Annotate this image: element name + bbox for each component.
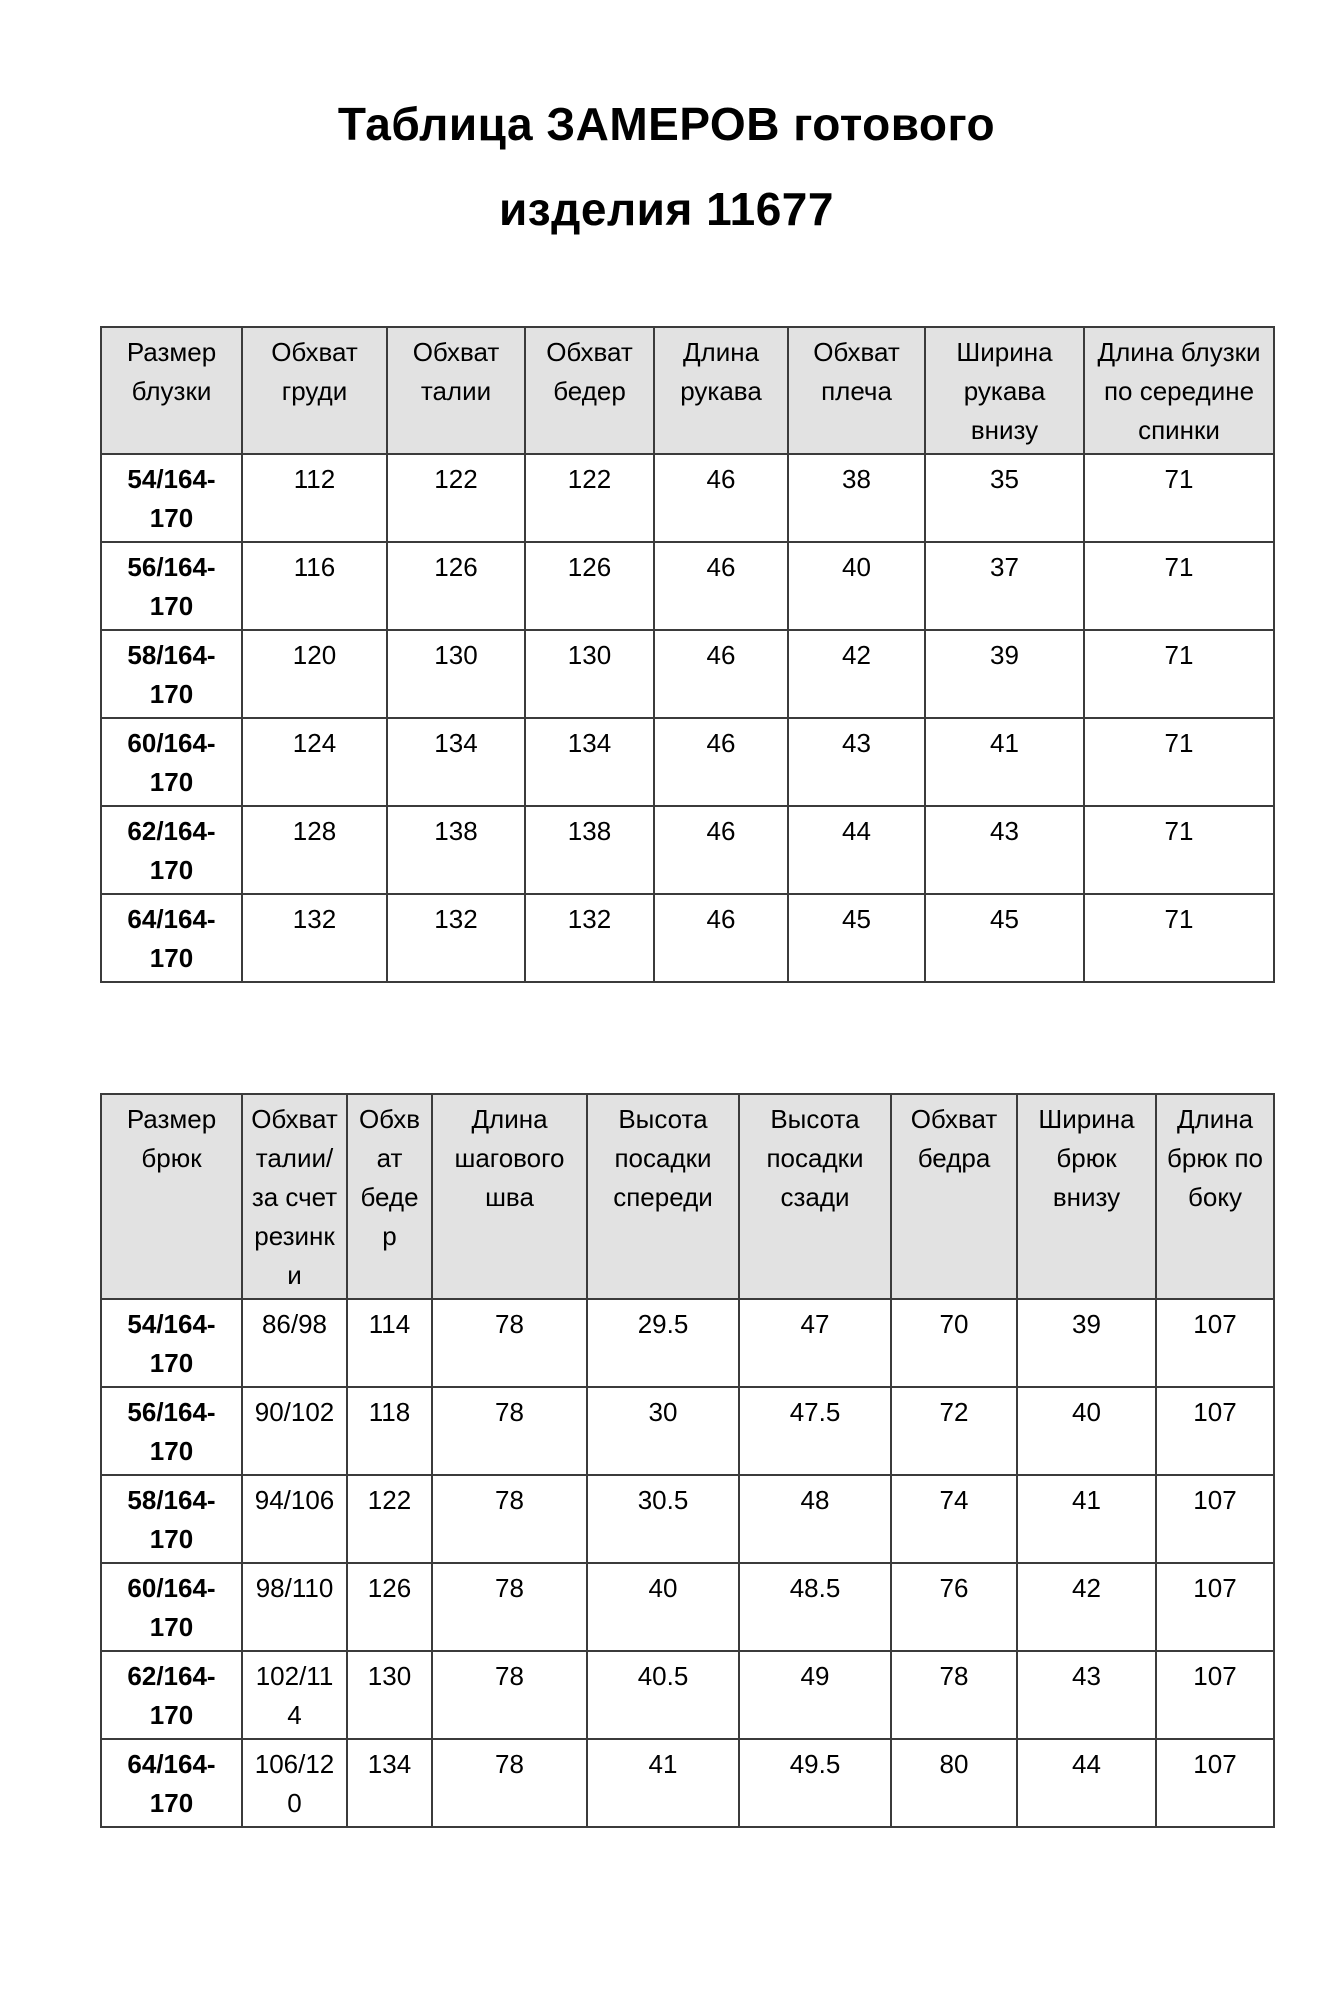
cell-value: 40 — [788, 542, 925, 630]
cell-value: 78 — [432, 1475, 587, 1563]
page-title-line-2: изделия 11677 — [499, 183, 834, 236]
cell-value: 46 — [654, 630, 788, 718]
cell-value: 42 — [788, 630, 925, 718]
cell-value: 106/120 — [242, 1739, 347, 1827]
column-header: Обхват бедра — [891, 1094, 1017, 1299]
table-row — [101, 806, 1274, 894]
column-header: Длина блузки по середине спинки — [1084, 327, 1274, 454]
cell-value: 37 — [925, 542, 1084, 630]
cell-value: 98/110 — [242, 1563, 347, 1651]
cell-value: 49 — [739, 1651, 891, 1739]
cell-value: 40 — [587, 1563, 739, 1651]
column-header: Размер брюк — [101, 1094, 242, 1299]
cell-value: 30 — [587, 1387, 739, 1475]
cell-value: 72 — [891, 1387, 1017, 1475]
column-header: Ширина рукава внизу — [925, 327, 1084, 454]
cell-value: 46 — [654, 806, 788, 894]
cell-value: 78 — [432, 1299, 587, 1387]
cell-value: 134 — [347, 1739, 432, 1827]
row-size-label: 60/164-170 — [101, 718, 242, 806]
cell-value: 70 — [891, 1299, 1017, 1387]
cell-value: 124 — [242, 718, 387, 806]
cell-value: 39 — [925, 630, 1084, 718]
column-header: Обхват талии — [387, 327, 525, 454]
table-row — [101, 1299, 1274, 1387]
table-row — [101, 1475, 1274, 1563]
cell-value: 126 — [387, 542, 525, 630]
column-header: Длина брюк по боку — [1156, 1094, 1274, 1299]
cell-value: 46 — [654, 894, 788, 982]
cell-value: 48.5 — [739, 1563, 891, 1651]
cell-value: 94/106 — [242, 1475, 347, 1563]
cell-value: 114 — [347, 1299, 432, 1387]
table-row — [101, 1563, 1274, 1651]
row-size-label: 58/164-170 — [101, 1475, 242, 1563]
cell-value: 35 — [925, 454, 1084, 542]
cell-value: 74 — [891, 1475, 1017, 1563]
cell-value: 134 — [387, 718, 525, 806]
cell-value: 47 — [739, 1299, 891, 1387]
page-title — [0, 82, 1333, 252]
table-row — [101, 1739, 1274, 1827]
row-size-label: 62/164-170 — [101, 806, 242, 894]
cell-value: 71 — [1084, 630, 1274, 718]
cell-value: 130 — [387, 630, 525, 718]
cell-value: 43 — [788, 718, 925, 806]
column-header: Обхват талии/ за счет резинки — [242, 1094, 347, 1299]
cell-value: 41 — [1017, 1475, 1156, 1563]
cell-value: 90/102 — [242, 1387, 347, 1475]
trousers-table-body — [101, 1299, 1274, 1827]
table-row — [101, 894, 1274, 982]
cell-value: 102/114 — [242, 1651, 347, 1739]
cell-value: 107 — [1156, 1651, 1274, 1739]
cell-value: 78 — [432, 1387, 587, 1475]
cell-value: 45 — [788, 894, 925, 982]
blouse-measurements-table — [100, 326, 1275, 983]
cell-value: 29.5 — [587, 1299, 739, 1387]
cell-value: 49.5 — [739, 1739, 891, 1827]
table-row — [101, 718, 1274, 806]
cell-value: 41 — [925, 718, 1084, 806]
header-row — [101, 327, 1274, 454]
column-header: Высота посадки сзади — [739, 1094, 891, 1299]
cell-value: 107 — [1156, 1475, 1274, 1563]
cell-value: 40.5 — [587, 1651, 739, 1739]
trousers-table-header — [101, 1094, 1274, 1299]
column-header: Размер блузки — [101, 327, 242, 454]
cell-value: 71 — [1084, 806, 1274, 894]
cell-value: 130 — [525, 630, 654, 718]
cell-value: 78 — [891, 1651, 1017, 1739]
row-size-label: 58/164-170 — [101, 630, 242, 718]
row-size-label: 64/164-170 — [101, 1739, 242, 1827]
cell-value: 116 — [242, 542, 387, 630]
column-header: Высота посадки спереди — [587, 1094, 739, 1299]
table-row — [101, 454, 1274, 542]
cell-value: 138 — [525, 806, 654, 894]
cell-value: 71 — [1084, 718, 1274, 806]
cell-value: 126 — [347, 1563, 432, 1651]
header-row — [101, 1094, 1274, 1299]
cell-value: 112 — [242, 454, 387, 542]
cell-value: 130 — [347, 1651, 432, 1739]
cell-value: 132 — [387, 894, 525, 982]
cell-value: 132 — [242, 894, 387, 982]
cell-value: 107 — [1156, 1739, 1274, 1827]
cell-value: 46 — [654, 542, 788, 630]
row-size-label: 56/164-170 — [101, 1387, 242, 1475]
cell-value: 118 — [347, 1387, 432, 1475]
tables-area — [100, 326, 1273, 1828]
cell-value: 76 — [891, 1563, 1017, 1651]
column-header: Обхват плеча — [788, 327, 925, 454]
table-row — [101, 1651, 1274, 1739]
cell-value: 48 — [739, 1475, 891, 1563]
cell-value: 47.5 — [739, 1387, 891, 1475]
column-header: Обхват бедер — [525, 327, 654, 454]
cell-value: 120 — [242, 630, 387, 718]
cell-value: 43 — [925, 806, 1084, 894]
cell-value: 107 — [1156, 1563, 1274, 1651]
table-row — [101, 630, 1274, 718]
column-header: Обхват бедер — [347, 1094, 432, 1299]
cell-value: 43 — [1017, 1651, 1156, 1739]
column-header: Длина шагового шва — [432, 1094, 587, 1299]
cell-value: 71 — [1084, 454, 1274, 542]
cell-value: 128 — [242, 806, 387, 894]
cell-value: 134 — [525, 718, 654, 806]
cell-value: 39 — [1017, 1299, 1156, 1387]
cell-value: 122 — [387, 454, 525, 542]
cell-value: 44 — [1017, 1739, 1156, 1827]
cell-value: 71 — [1084, 542, 1274, 630]
table-row — [101, 542, 1274, 630]
cell-value: 41 — [587, 1739, 739, 1827]
cell-value: 132 — [525, 894, 654, 982]
cell-value: 71 — [1084, 894, 1274, 982]
row-size-label: 54/164-170 — [101, 1299, 242, 1387]
cell-value: 42 — [1017, 1563, 1156, 1651]
column-header: Длина рукава — [654, 327, 788, 454]
cell-value: 46 — [654, 454, 788, 542]
cell-value: 122 — [347, 1475, 432, 1563]
row-size-label: 64/164-170 — [101, 894, 242, 982]
cell-value: 78 — [432, 1651, 587, 1739]
row-size-label: 54/164-170 — [101, 454, 242, 542]
cell-value: 80 — [891, 1739, 1017, 1827]
row-size-label: 56/164-170 — [101, 542, 242, 630]
cell-value: 78 — [432, 1739, 587, 1827]
cell-value: 46 — [654, 718, 788, 806]
row-size-label: 62/164-170 — [101, 1651, 242, 1739]
cell-value: 122 — [525, 454, 654, 542]
cell-value: 44 — [788, 806, 925, 894]
cell-value: 40 — [1017, 1387, 1156, 1475]
trousers-measurements-table — [100, 1093, 1275, 1828]
cell-value: 138 — [387, 806, 525, 894]
cell-value: 107 — [1156, 1299, 1274, 1387]
cell-value: 45 — [925, 894, 1084, 982]
table-row — [101, 1387, 1274, 1475]
cell-value: 38 — [788, 454, 925, 542]
cell-value: 78 — [432, 1563, 587, 1651]
cell-value: 30.5 — [587, 1475, 739, 1563]
blouse-table-body — [101, 454, 1274, 982]
cell-value: 126 — [525, 542, 654, 630]
blouse-table-header — [101, 327, 1274, 454]
row-size-label: 60/164-170 — [101, 1563, 242, 1651]
column-header: Обхват груди — [242, 327, 387, 454]
page-title-line-1: Таблица ЗАМЕРОВ готового — [337, 98, 996, 150]
cell-value: 107 — [1156, 1387, 1274, 1475]
cell-value: 86/98 — [242, 1299, 347, 1387]
column-header: Ширина брюк внизу — [1017, 1094, 1156, 1299]
